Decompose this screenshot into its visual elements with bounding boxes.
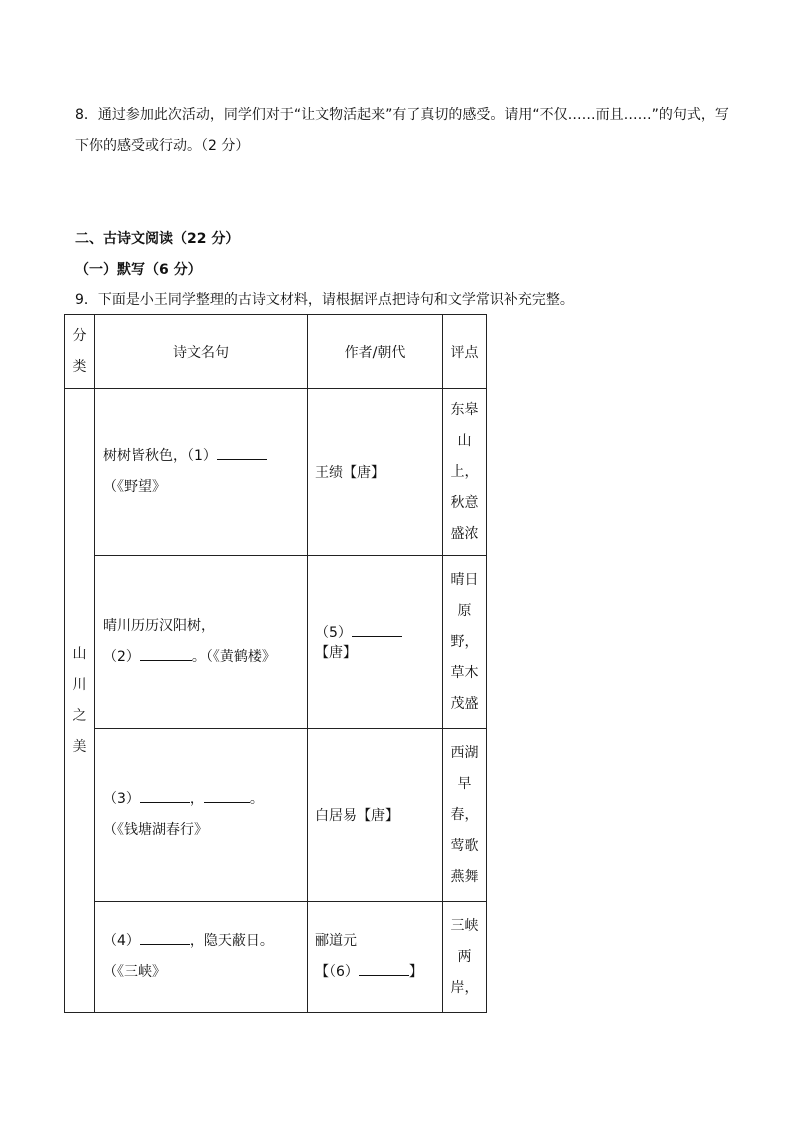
blank-3a[interactable] [140,790,190,803]
poem-source: 。（《黄鹤楼》 [191,649,276,665]
review-cell [443,902,487,1013]
question-8-line2: 下你的感受或行动。（2 分） [75,138,250,154]
blank-5[interactable] [352,624,402,637]
header-poem: 诗文名句 [95,315,308,389]
poem-source: （《钱塘湖春行》 [103,822,208,838]
poetry-table [64,314,487,1013]
review-cell [443,729,487,902]
blank-6[interactable] [359,963,409,976]
author-cell: 白居易【唐】 [308,729,443,902]
review-cell [443,556,487,729]
blank-3b[interactable] [204,790,250,803]
review-cell [443,389,487,556]
table-row [65,556,487,729]
header-author: 作者/朝代 [308,315,443,389]
question-8 [75,100,735,162]
poem-cell: （3） ， 。 （《钱塘湖春行》 [95,729,308,902]
poem-source: （《野望》 [103,479,166,495]
blank-4[interactable] [140,932,190,945]
review-text: 三峡两岸， [450,917,479,996]
review-text: 晴日原野，草木茂盛 [450,571,479,712]
category-label: 山川之美 [72,645,87,755]
question-8-line1: 8．通过参加此次活动，同学们对于“让文物活起来”有了真切的感受。请用“不仅……而且……”的句式，写 [75,107,729,123]
blank-1[interactable] [217,447,267,460]
author-cell: 王绩【唐】 [308,389,443,556]
table-row [65,729,487,902]
category-cell [65,389,95,1013]
poem-cell: （4） ，隐天蔽日。 （《三峡》 [95,902,308,1013]
table-header-row [65,315,487,389]
poem-source: （《三峡》 [103,964,166,980]
header-category: 分类 [65,315,95,389]
blank-2[interactable] [140,648,192,661]
author-cell: 郦道元 【（6） 】 [308,902,443,1013]
review-text: 东皋山上，秋意盛浓 [450,401,479,542]
section-title: 二、古诗文阅读（22 分） [75,231,240,247]
poem-cell [95,556,308,729]
review-text: 西湖早春，莺歌燕舞 [450,744,479,885]
poem-cell [95,389,308,556]
subsection-title: （一）默写（6 分） [75,262,202,278]
author-cell: （5）【唐】 [308,556,443,729]
poem-text: （2） [103,649,140,665]
poem-text: 树树皆秋色，（1） [103,448,217,464]
header-review: 评点 [443,315,487,389]
question-9-prompt: 9．下面是小王同学整理的古诗文材料，请根据评点把诗句和文学常识补充完整。 [75,292,574,308]
table-row [65,902,487,1013]
table-row [65,389,487,556]
poem-text: 晴川历历汉阳树， [103,618,215,634]
